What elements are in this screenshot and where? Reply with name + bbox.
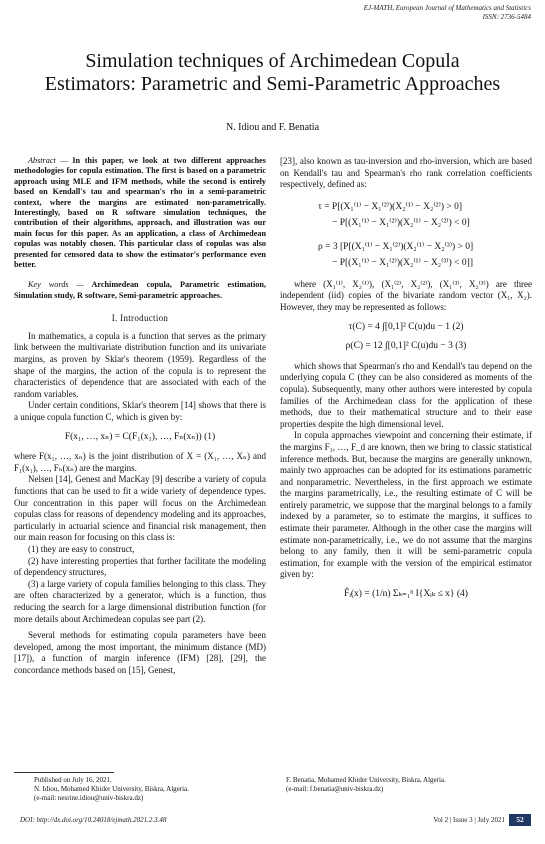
list-item-3: (3) a large variety of copula families belonging to this class. They are often characterized by a generator, which is a function, thus reducing the search for a large dimensional distribution function (for more details about Archimedean copulas see part (2). [14, 578, 266, 624]
right-paragraph-2: where (X₁⁽¹⁾, X₂⁽¹⁾), (X₁⁽²⁾, X₂⁽²⁾), (X₁⁽³⁾, X₂⁽³⁾) are three independent (iid) copies of the bivariate random vector (X₁, X₂). However, they may be represented as follows: [280, 278, 532, 312]
abstract-text: In this paper, we look at two different approaches methodologies for copula estimation. The first is based on a parametric approach using MLE and IFM methods, while the second is entirely based on Kendall's tau and spearman's rho in a semi-parametric context, where the margins are estimated non-parametrically. Interestingly, based on R software simulation techniques, the contribution of their algorithms, approach, and illustration was our main focus for this paper. As an application, a class of Archimedean copulas was notably chosen. This particular class of copulas was also presented for censored data to show the estimator's performance even better. [14, 156, 266, 270]
tau-line-1: τ = P[(X₁⁽¹⁾ − X₁⁽²⁾)(X₂⁽¹⁾ − X₂⁽²⁾) > 0] [318, 201, 463, 212]
intro-paragraph-4: Nelsen [14], Genest and MacKay [9] describe a variety of copula functions that can be used to fit a wide variety of dependence types. Our concentration in this paper will focus on the Archimedean copulas class for reasons of dependency modeling and its approaches, particularly in actuarial science and financial risk management, then our main reason for focusing on this class is: [14, 474, 266, 543]
tau-line-2: − P[(X₁⁽¹⁾ − X₁⁽²⁾)(X₂⁽¹⁾ − X₂⁽²⁾) < 0] [332, 217, 470, 228]
rho-line-2: − P[(X₁⁽¹⁾ − X₁⁽²⁾)(X₂⁽¹⁾ − X₂⁽³⁾) < 0]] [332, 257, 473, 268]
right-paragraph-3: which shows that Spearman's rho and Kendall's tau depend on the underlying copula C (they can be also considered as moments of the copula). Subsequently, many other authors were interested by copula families of the Archimedean class for the application of these methods, due to their mathematical structure and to their ease properties despite the high dimensional level. [280, 360, 532, 429]
right-column [280, 156, 532, 609]
author-1-email: (e-mail: nesrine.idiou@univ-biskra.dz) [34, 794, 144, 802]
keywords [14, 280, 266, 301]
abstract-label: Abstract — [28, 156, 68, 165]
page-number: 52 [509, 814, 531, 826]
title-line-1: Simulation techniques of Archimedean Copula [85, 50, 460, 72]
equation-4: F̂ᵢ(x) = (1/n) Σₖ₌₁ⁿ I{Xᵢₖ ≤ x} (4) [344, 589, 468, 600]
intro-paragraph-5: Several methods for estimating copula parameters have been developed, among the most important, the minimum distance (MD) [17]), a function of margin inference (IFM) [28], [29], the concordance methods based on [15], Genest, [14, 630, 266, 675]
published-date: Published on July 16, 2021. [34, 776, 112, 784]
footnote-left [34, 776, 189, 803]
footnote-right [286, 776, 446, 794]
rho-line-1: ρ = 3 [P[(X₁⁽¹⁾ − X₁⁽²⁾)(X₂⁽¹⁾ − X₂⁽³⁾) > 0] [318, 241, 474, 252]
doi-link[interactable]: DOI: http://dx.doi.org/10.24018/ejmath.2021.2.3.48 [20, 816, 167, 824]
left-column [14, 156, 266, 677]
intro-paragraph-1: In mathematics, a copula is a function that serves as the primary link between the multivariate distribution function and its univariate margins, as proven by Sklar's theorem (1959). Regardless of the shape of the margins, the action of the copula is to represent the characteristics of dependence that are associated with each of the random variables. [14, 330, 266, 399]
equation-rho [280, 239, 532, 271]
list-item-2: (2) have interesting properties that further facilitate the modeling of dependency structures, [14, 555, 266, 578]
right-paragraph-1: [23], also known as tau-inversion and rho-inversion, which are based on Kendall's tau and Spearman's rho rank correlation coefficients respectively, defined as: [280, 156, 532, 190]
author-2-affiliation: F. Benatia, Mohamed Khider University, Biskra, Algeria. [286, 776, 446, 784]
journal-name: EJ-MATH, European Journal of Mathematics and Statistics [363, 4, 531, 12]
page-footer [0, 814, 545, 828]
list-item-1: (1) they are easy to construct, [28, 543, 135, 554]
abstract [14, 156, 266, 270]
author-2-email: (e-mail: f.benatia@univ-biskra.dz) [286, 785, 384, 793]
author-1-affiliation: N. Idiou, Mohamed Khider University, Biskra, Algeria. [34, 785, 189, 793]
intro-paragraph-2: Under certain conditions, Sklar's theorem [14] shows that there is a unique copula function C, which is given by: [14, 400, 266, 423]
footnote-rule [14, 772, 114, 773]
section-heading: I. Introduction [111, 313, 169, 324]
equation-1: F(x₁, …, xₙ) = C(F₁(x₁), …, Fₙ(xₙ)) (1) [64, 431, 216, 442]
title-line-2: Estimators: Parametric and Semi-Parametric Approaches [44, 73, 501, 95]
keywords-text: Archimedean copula, Parametric estimation, Simulation study, R software, Semi-parametric approaches. [14, 280, 266, 300]
journal-issn: ISSN: 2736-5484 [482, 13, 531, 21]
equation-3: ρ(C) = 12 ∫[0,1]² C(u)du − 3 (3) [345, 341, 467, 352]
authors: N. Idiou and F. Benatia [225, 122, 320, 133]
equation-tau [280, 199, 532, 231]
keywords-label: Key words — [28, 280, 84, 290]
paper-title [20, 50, 525, 96]
journal-header [364, 4, 531, 22]
right-paragraph-4: In copula approaches viewpoint and concerning their estimate, if the margins F₁, …, F_d are known, then we bring to classic statistical inference methods. But, because the margins are generally unknown, mainly two approaches can be adopted for its estimations parametric and nonparametric. Nevertheless, in the first approach we estimate the margins parametrically, i.e., the resulting estimate of C will be entirely parametric, we suppose that the marginal belongs to a family indexed by a parameter, so to estimate the margins, it suffices to estimate their parameter. Although in the other case the margins will estimate non-parametrically, i.e., we do not assume that the margins belong to any family, then it will be semi-parametric copula estimation, for example with the version of the empirical estimator given by: [280, 430, 532, 580]
volume-info: Vol 2 | Issue 3 | July 2021 [433, 816, 505, 824]
intro-paragraph-3: where F(x₁, …, xₙ) is the joint distribution of X = (X₁, …, Xₙ) and F₁(x₁), …, Fₙ(xₙ) are the margins. [14, 451, 266, 473]
equation-2: τ(C) = 4 ∫[0,1]² C(u)du − 1 (2) [348, 321, 464, 332]
